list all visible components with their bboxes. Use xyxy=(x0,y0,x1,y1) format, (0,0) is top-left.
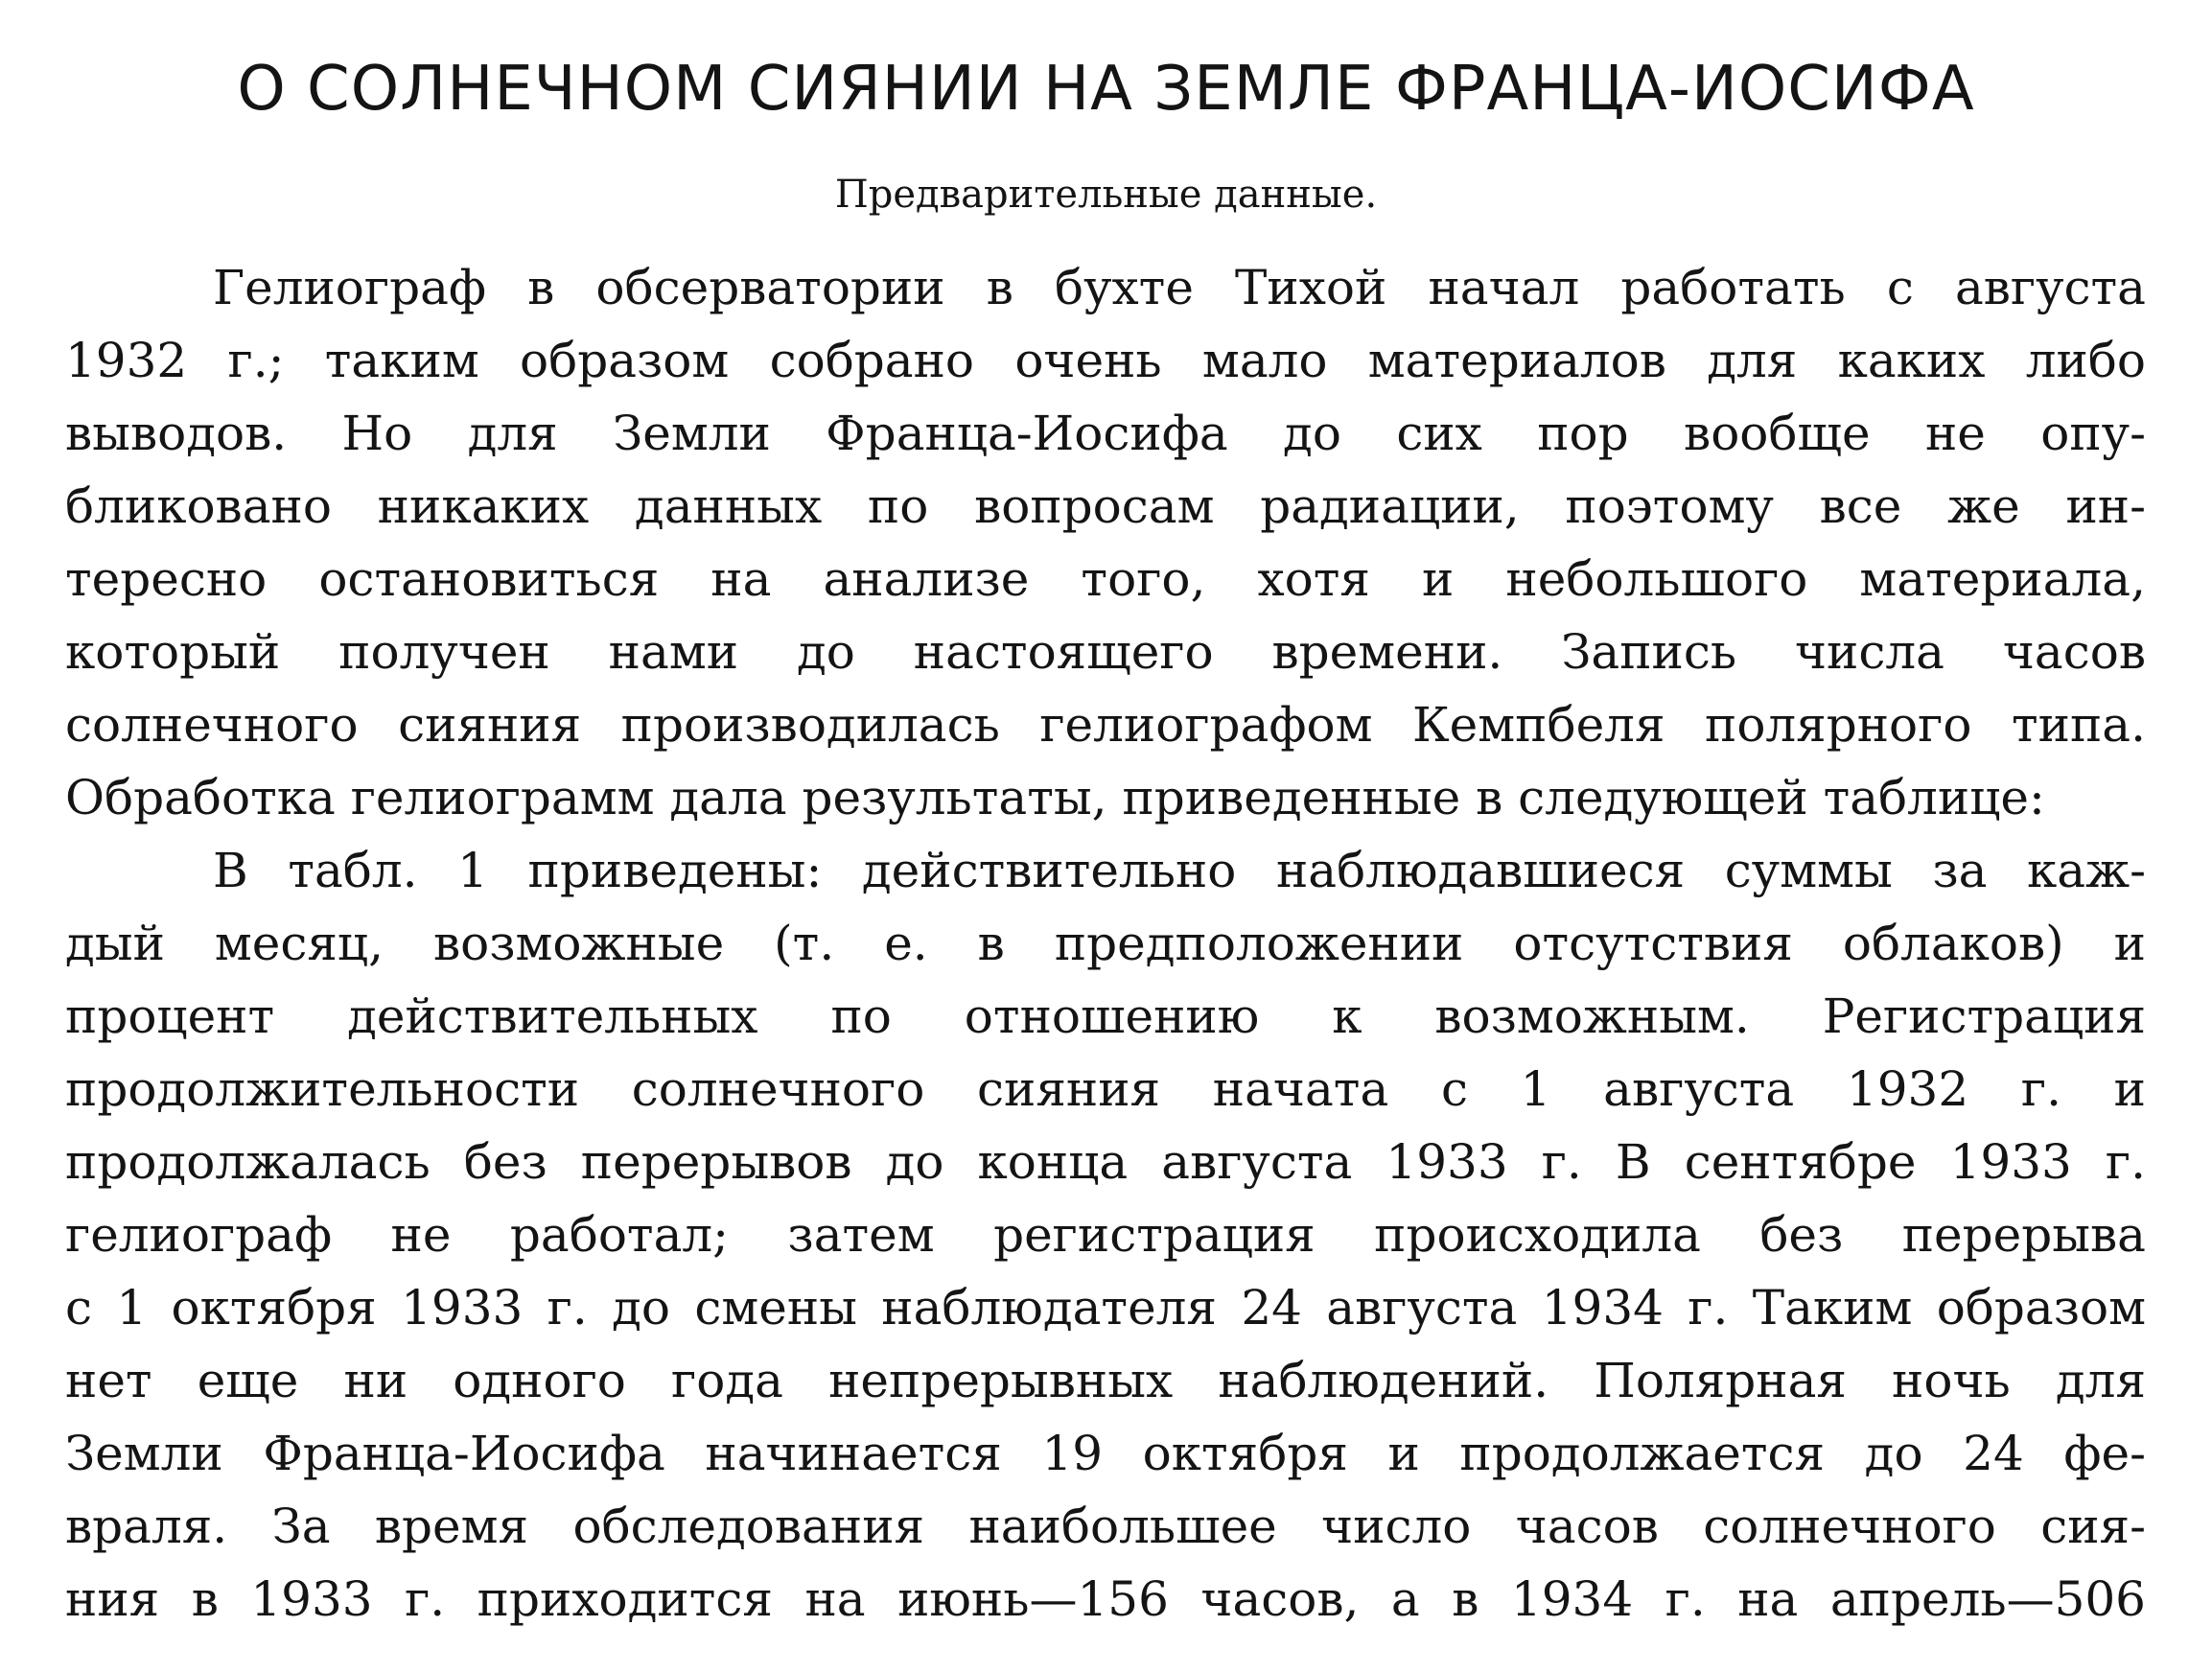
document-subtitle: Предварительные данные. xyxy=(834,173,1378,217)
text-line: Земли Франца-Иосифа начинается 19 октября и продолжается до 24 фе- xyxy=(65,1426,2146,1481)
text-line: Обработка гелиограмм дала результаты, приведенные в следующей таблице: xyxy=(65,770,2045,825)
text-line: продолжительности солнечного сияния начата с 1 августа 1932 г. и xyxy=(65,1061,2146,1117)
text-line: с 1 октября 1933 г. до смены наблюдателя 24 августа 1934 г. Таким образом xyxy=(65,1280,2146,1336)
text-line: продолжалась без перерывов до конца августа 1933 г. В сентябре 1933 г. xyxy=(65,1134,2146,1190)
text-line: тересно остановиться на анализе того, хотя и небольшого материала, xyxy=(65,551,2146,607)
document-title: О СОЛНЕЧНОМ СИЯНИИ НА ЗЕМЛЕ ФРАНЦА-ИОСИФА xyxy=(237,54,1975,125)
text-line: нет еще ни одного года непрерывных наблюдений. Полярная ночь для xyxy=(65,1353,2146,1408)
text-line: бликовано никаких данных по вопросам радиации, поэтому все же ин- xyxy=(65,478,2146,534)
text-line: процент действительных по отношению к возможным. Регистрация xyxy=(65,988,2146,1044)
text-line: Гелиограф в обсерватории в бухте Тихой начал работать с августа xyxy=(213,260,2146,315)
text-line: дый месяц, возможные (т. е. в предположении отсутствия облаков) и xyxy=(65,916,2146,971)
text-line: В табл. 1 приведены: действительно наблюдавшиеся суммы за каж- xyxy=(213,843,2146,898)
text-line: солнечного сияния производилась гелиографом Кемпбеля полярного типа. xyxy=(65,697,2146,753)
text-line: гелиограф не работал; затем регистрация происходила без перерыва xyxy=(65,1207,2146,1263)
text-line: ния в 1933 г. приходится на июнь—156 часов, а в 1934 г. на апрель—506 xyxy=(65,1571,2146,1627)
text-line: 1932 г.; таким образом собрано очень мало материалов для каких либо xyxy=(65,333,2146,388)
text-line: враля. За время обследования наибольшее число часов солнечного сия- xyxy=(65,1499,2146,1554)
text-line: который получен нами до настоящего времени. Запись числа часов xyxy=(65,624,2146,680)
text-line: выводов. Но для Земли Франца-Иосифа до сих пор вообще не опу- xyxy=(65,406,2146,461)
